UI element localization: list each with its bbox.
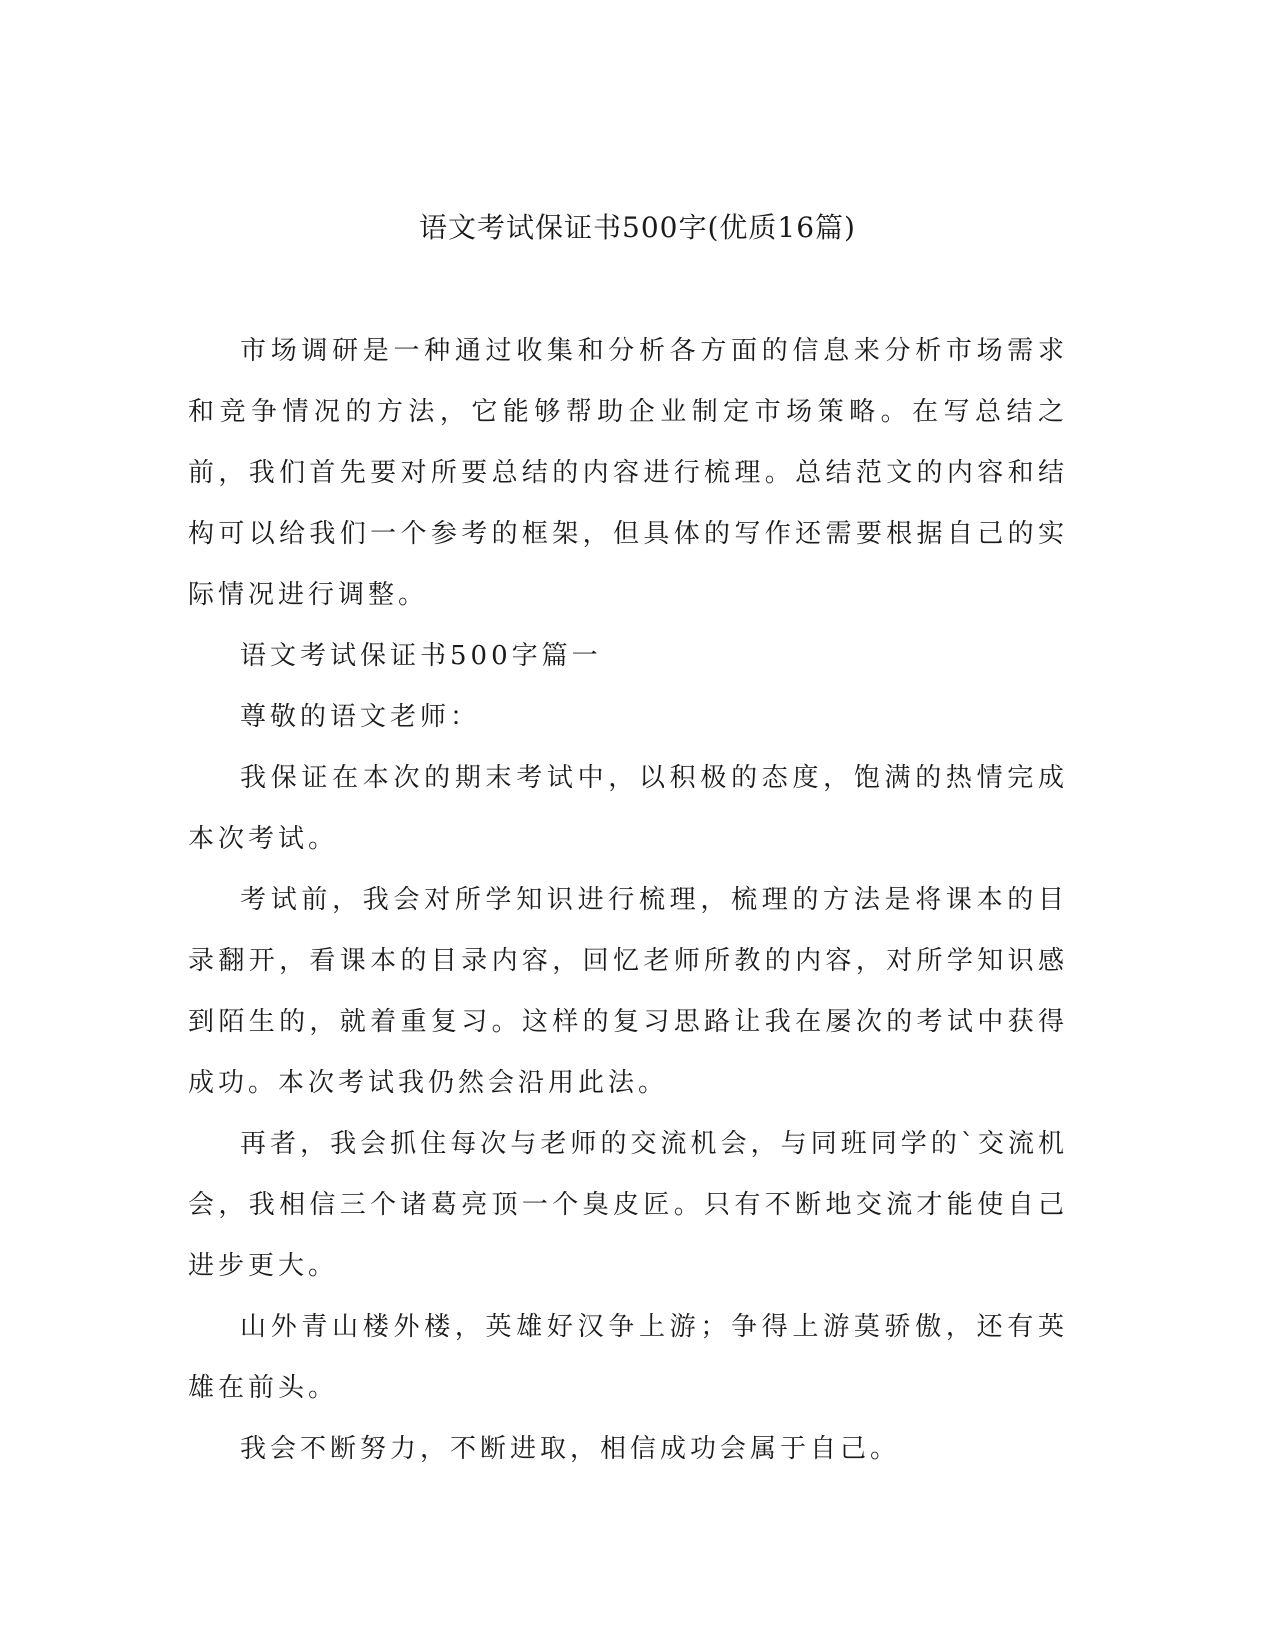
document-body <box>188 321 1068 1480</box>
body-paragraph: 再者，我会抓住每次与老师的交流机会，与同班同学的`交流机会，我相信三个诸葛亮顶一个臭皮匠。只有不断地交流才能使自己进步更大。 <box>188 1129 1068 1281</box>
document-title: 语文考试保证书500字(优质16篇) <box>419 211 856 244</box>
intro-paragraph: 市场调研是一种通过收集和分析各方面的信息来分析市场需求和竞争情况的方法，它能够帮助企业制定市场策略。在写总结之前，我们首先要对所要总结的内容进行梳理。总结范文的内容和结构可以给我们一个参考的框架，但具体的写作还需要根据自己的实际情况进行调整。 <box>188 336 1068 610</box>
poem-paragraph: 山外青山楼外楼，英雄好汉争上游；争得上游莫骄傲，还有英雄在前头。 <box>188 1312 1068 1403</box>
body-paragraph: 考试前，我会对所学知识进行梳理，梳理的方法是将课本的目录翻开，看课本的目录内容，回忆老师所教的内容，对所学知识感到陌生的，就着重复习。这样的复习思路让我在屡次的考试中获得成功。本次考试我仍然会沿用此法。 <box>188 885 1068 1098</box>
section-heading: 语文考试保证书500字篇一 <box>240 641 602 671</box>
body-paragraph: 我会不断努力，不断进取，相信成功会属于自己。 <box>240 1434 901 1464</box>
body-paragraph: 我保证在本次的期末考试中，以积极的态度，饱满的热情完成本次考试。 <box>188 763 1068 854</box>
salutation: 尊敬的语文老师： <box>240 702 481 732</box>
